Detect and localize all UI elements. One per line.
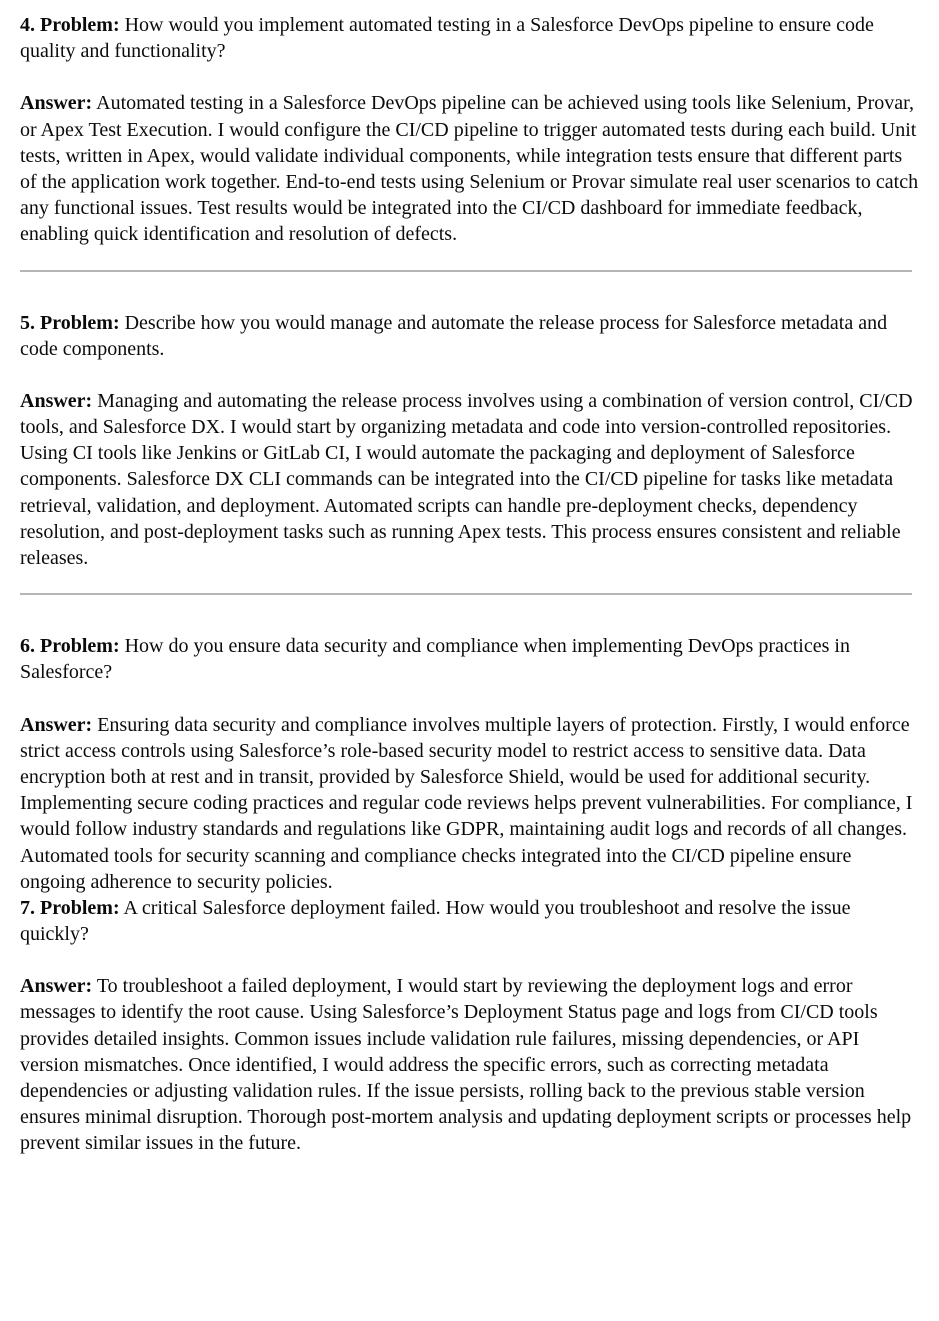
answer-label: Answer:	[20, 389, 93, 412]
problem-text: How would you implement automated testing in a Salesforce DevOps pipeline to ensure code quality and functionality?	[20, 14, 874, 63]
answer-paragraph	[20, 712, 921, 895]
answer-text: Managing and automating the release process involves using a combination of version control, CI/CD tools, and Salesforce DX. I would start by organizing metadata and code into version-controlled repositories. Using CI tools like Jenkins or GitLab CI, I would automate the packaging and deployment of Salesforce components. Salesforce DX CLI commands can be integrated into the CI/CD pipeline for tasks like metadata retrieval, validation, and deployment. Automated scripts can handle pre-deployment checks, dependency resolution, and post-deployment tasks such as running Apex tests. This process ensures consistent and reliable releases.	[20, 389, 913, 569]
qa-item-7	[20, 895, 921, 1157]
answer-paragraph	[20, 973, 921, 1156]
problem-label: 7. Problem:	[20, 896, 120, 919]
problem-text: A critical Salesforce deployment failed. How would you troubleshoot and resolve the issue quickly?	[20, 896, 851, 946]
problem-label: 4. Problem:	[20, 14, 120, 36]
answer-label: Answer:	[20, 92, 93, 115]
problem-label: 6. Problem:	[20, 635, 120, 658]
problem-label: 5. Problem:	[20, 311, 120, 334]
answer-paragraph	[20, 388, 921, 571]
problem-paragraph	[20, 633, 921, 685]
problem-paragraph	[20, 12, 921, 64]
qa-item-6	[20, 633, 921, 895]
problem-text: Describe how you would manage and automate the release process for Salesforce metadata and code components.	[20, 311, 888, 360]
qa-item-5	[20, 310, 921, 572]
problem-paragraph	[20, 895, 921, 947]
answer-label: Answer:	[20, 975, 93, 998]
answer-text: Automated testing in a Salesforce DevOps pipeline can be achieved using tools like Selenium, Provar, or Apex Test Execution. I would configure the CI/CD pipeline to trigger automated tests during each build. Unit tests, written in Apex, would validate individual components, while integration tests ensure that different parts of the application work together. End-to-end tests using Selenium or Provar simulate real user scenarios to catch any functional issues. Test results would be integrated into the CI/CD dashboard for immediate feedback, enabling quick identification and resolution of defects.	[20, 92, 919, 246]
answer-label: Answer:	[20, 713, 93, 736]
section-divider	[20, 270, 912, 272]
answer-text: Ensuring data security and compliance involves multiple layers of protection. Firstly, I would enforce strict access controls using Salesforce’s role-based security model to restrict access to sensitive data. Data encryption both at rest and in transit, provided by Salesforce Shield, would be used for additional security. Implementing secure coding practices and regular code reviews helps prevent vulnerabilities. For compliance, I would follow industry standards and regulations like GDPR, maintaining audit logs and records of all changes. Automated tools for security scanning and compliance checks integrated into the CI/CD pipeline ensure ongoing adherence to security policies.	[20, 713, 913, 893]
problem-paragraph	[20, 310, 921, 362]
problem-text: How do you ensure data security and compliance when implementing DevOps practices in Salesforce?	[20, 635, 850, 684]
qa-item-4	[20, 12, 921, 248]
answer-paragraph	[20, 90, 921, 247]
answer-text: To troubleshoot a failed deployment, I would start by reviewing the deployment logs and error messages to identify the root cause. Using Salesforce’s Deployment Status page and logs from CI/CD tools provides detailed insights. Common issues include validation rule failures, missing dependencies, or API version mismatches. Once identified, I would address the specific errors, such as correcting metadata dependencies or adjusting validation rules. If the issue persists, rolling back to the previous stable version ensures minimal disruption. Thorough post-mortem analysis and updating deployment scripts or processes help prevent similar issues in the future.	[20, 975, 912, 1155]
section-divider	[20, 593, 912, 595]
